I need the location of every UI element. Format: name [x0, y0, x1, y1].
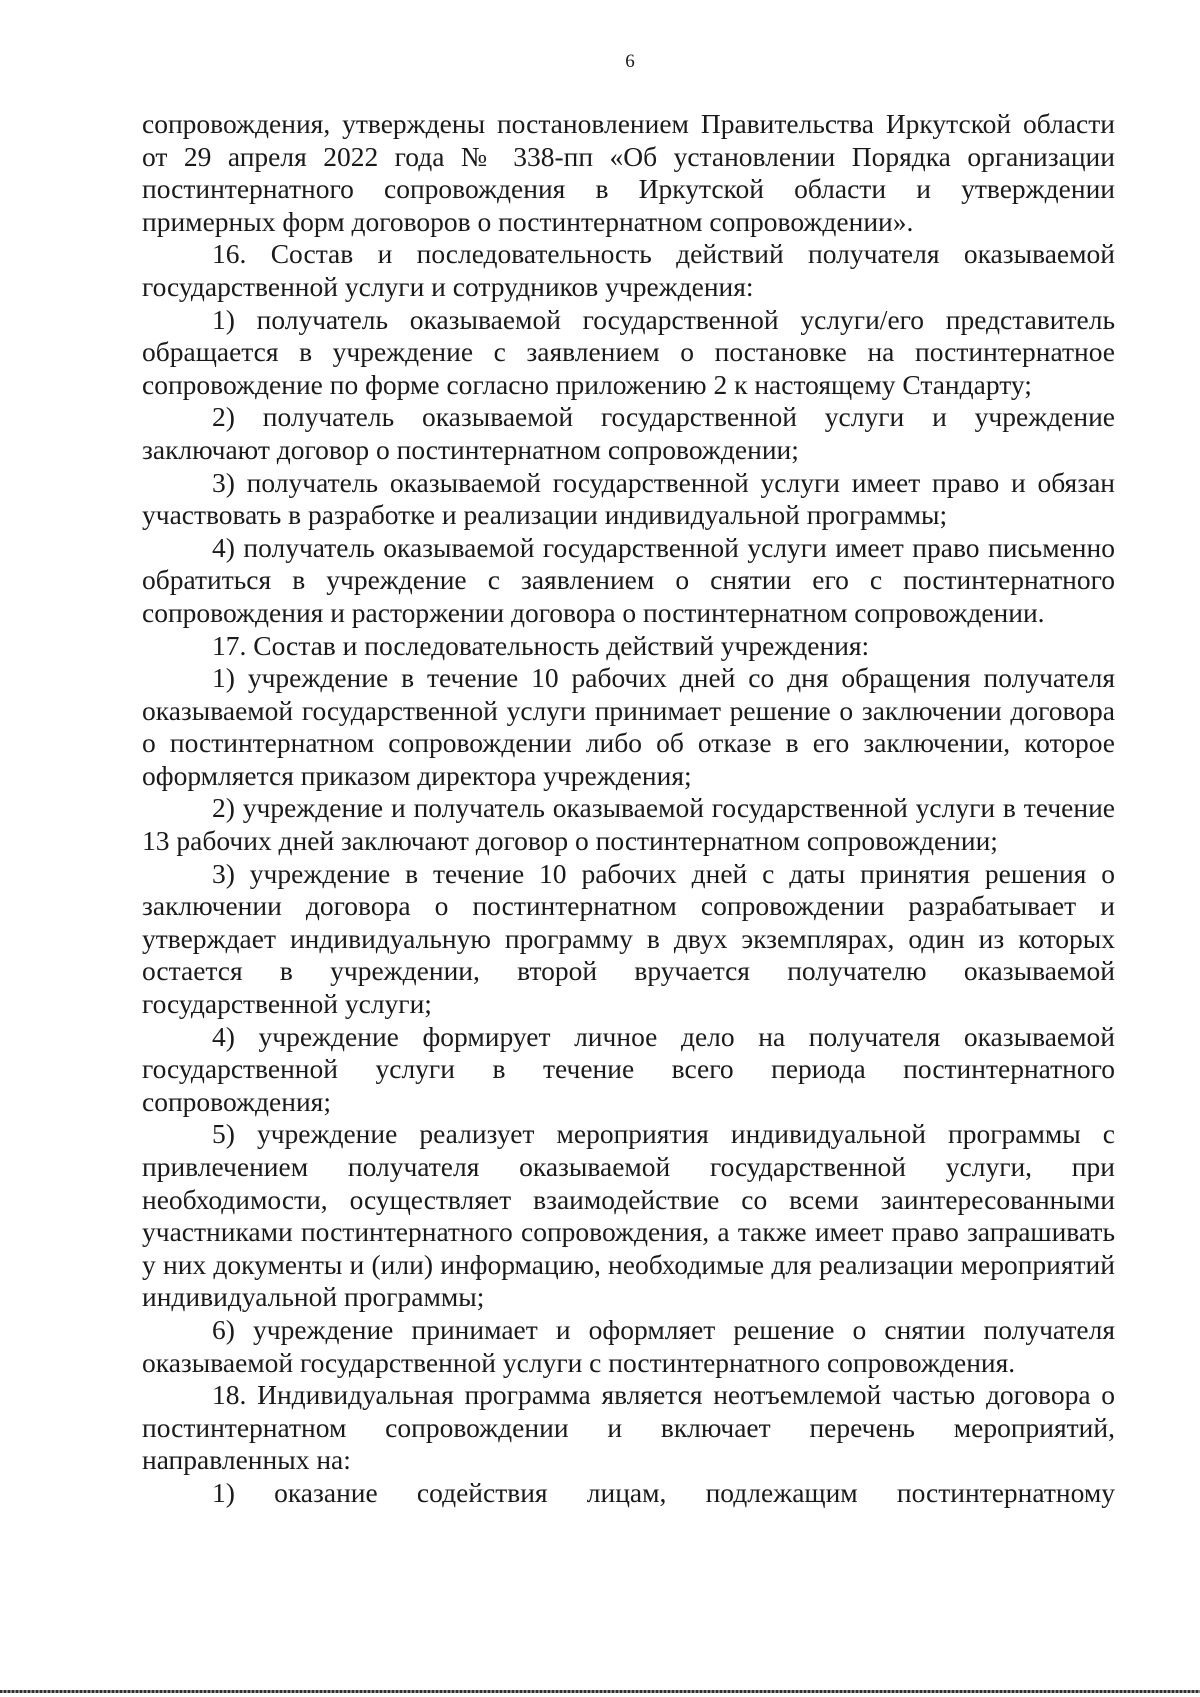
paragraph-clause-16-item-1: 1) получатель оказываемой государственной услуги/его представитель обращается в учреждение с заявлением о постановке на постинтернатное сопровождение по форме согласно приложению 2 к настоящему Стандарту;: [142, 303, 1115, 400]
paragraph-clause-17-item-2: 2) учреждение и получатель оказываемой государственной услуги в течение 13 рабочих дней заключают договор о постинтернатном сопровождении;: [142, 792, 1115, 857]
paragraph-clause-17-item-6: 6) учреждение принимает и оформляет решение о снятии получателя оказываемой государственной услуги с постинтернатного сопровождения.: [142, 1313, 1115, 1378]
paragraph-clause-17: 17. Состав и последовательность действий учреждения:: [212, 629, 870, 661]
page-number: 6: [625, 51, 635, 72]
paragraph-clause-16-item-4: 4) получатель оказываемой государственной услуги имеет право письменно обратиться в учреждение с заявлением о снятии его с постинтернатного сопровождения и расторжении договора о постинтернатном сопровождении.: [142, 531, 1115, 628]
paragraph-clause-16-item-3: 3) получатель оказываемой государственной услуги имеет право и обязан участвовать в разработке и реализации индивидуальной программы;: [142, 466, 1115, 531]
paragraph-clause-17-item-3: 3) учреждение в течение 10 рабочих дней с даты принятия решения о заключении договора о постинтернатном сопровождении разрабатывает и утверждает индивидуальную программу в двух экземплярах, один из которых остается в учреждении, второй вручается получателю оказываемой государственной услуги;: [142, 857, 1115, 1020]
paragraph-clause-17-item-5: 5) учреждение реализует мероприятия индивидуальной программы с привлечением получателя оказываемой государственной услуги, при необходимости, осуществляет взаимодействие со всеми заинтересованными участниками постинтернатного сопровождения, а также имеет право запрашивать у них документы и (или) информацию, необходимые для реализации мероприятий индивидуальной программы;: [142, 1118, 1115, 1313]
paragraph-clause-17-item-4: 4) учреждение формирует личное дело на получателя оказываемой государственной услуги в течение всего периода постинтернатного сопровождения;: [142, 1020, 1115, 1117]
paragraph-clause-17-item-1: 1) учреждение в течение 10 рабочих дней со дня обращения получателя оказываемой государственной услуги принимает решение о заключении договора о постинтернатном сопровождении либо об отказе в его заключении, которое оформляется приказом директора учреждения;: [142, 662, 1115, 791]
paragraph-continuation: сопровождения, утверждены постановлением Правительства Иркутской области от 29 апреля 2022 года № 338-пп «Об установлении Порядка организации постинтернатного сопровождения в Иркутской области и утверждении примерных форм договоров о постинтернатном сопровождении».: [142, 108, 1115, 237]
scan-edge-line: [0, 1690, 1200, 1693]
paragraph-clause-18-item-1: 1) оказание содействия лицам, подлежащим постинтернатному: [212, 1476, 1115, 1508]
paragraph-clause-16-item-2: 2) получатель оказываемой государственной услуги и учреждение заключают договор о постинтернатном сопровождении;: [142, 401, 1115, 465]
paragraph-clause-18: 18. Индивидуальная программа является неотъемлемой частью договора о постинтернатном сопровождении и включает перечень мероприятий, направленных на:: [142, 1379, 1115, 1476]
document-body: [142, 108, 1115, 1510]
paragraph-clause-16: 16. Состав и последовательность действий получателя оказываемой государственной услуги и сотрудников учреждения:: [142, 238, 1115, 302]
